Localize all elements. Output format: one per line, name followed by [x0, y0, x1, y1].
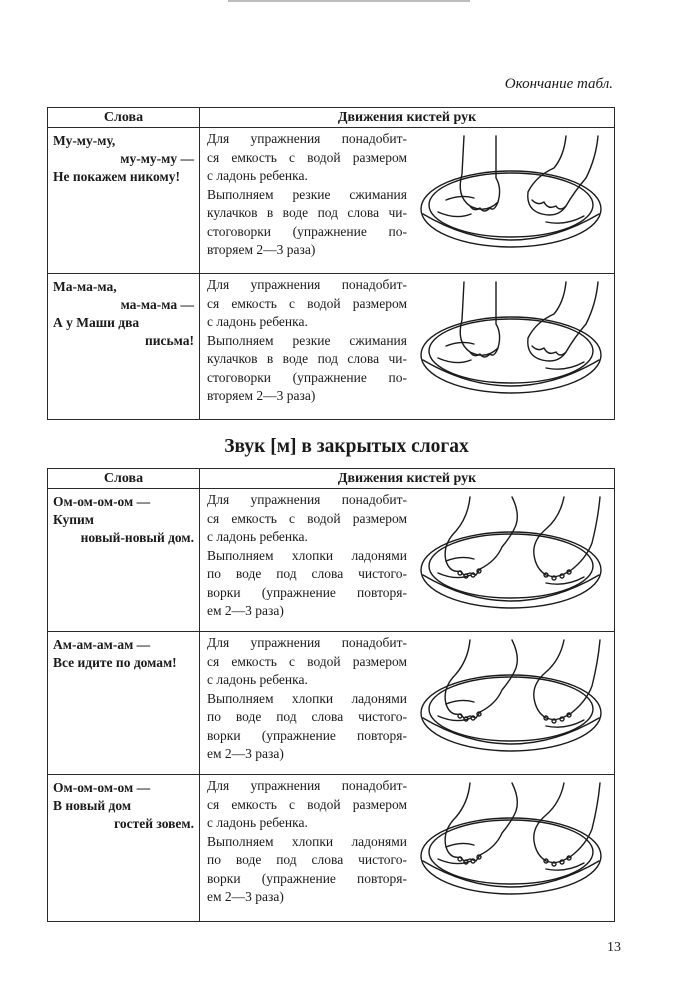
instruction-line: вторяем 2—3 раза)	[207, 388, 316, 403]
movement-cell	[200, 775, 615, 922]
table-row	[48, 274, 615, 420]
table-continuation-label: Окончание табл.	[504, 76, 613, 92]
instruction-line: Выполняем резкие сжимания	[207, 186, 407, 202]
table-row	[48, 632, 615, 775]
words-cell	[48, 775, 200, 922]
verse-line: Ом-ом-ом-ом —	[53, 780, 151, 795]
verse-line: новый-новый дом.	[80, 530, 194, 545]
movement-instructions	[207, 276, 407, 406]
words-cell	[48, 489, 200, 632]
instruction-line: ем 2—3 раза)	[207, 603, 284, 618]
instruction-line: ем 2—3 раза)	[207, 746, 284, 761]
instruction-line: по воде под слова чистого-	[207, 709, 407, 724]
verse-line: Ом-ом-ом-ом —	[53, 494, 151, 509]
header-movements: Движения кистей рук	[200, 469, 615, 489]
instruction-line: ся емкость с водой размером	[207, 796, 407, 812]
verse-line: Ма-ма-ма,	[53, 279, 117, 294]
instruction-line: ворки (упражнение повторя-	[207, 584, 407, 600]
instruction-line: Для упражнения понадобит-	[207, 277, 407, 292]
header-movements: Движения кистей рук	[200, 108, 615, 128]
words-cell	[48, 128, 200, 274]
instruction-line: кулачков в воде под слова чи-	[207, 205, 407, 220]
instruction-line: с ладонь ребенка.	[207, 815, 308, 830]
instruction-line: ся емкость с водой размером	[207, 653, 407, 669]
verse-line: Все идите по домам!	[53, 655, 177, 670]
palms-on-water-illustration	[416, 638, 606, 760]
words-cell	[48, 274, 200, 420]
instruction-line: Выполняем хлопки ладонями	[207, 690, 407, 706]
words-cell	[48, 632, 200, 775]
instruction-line: Для упражнения понадобит-	[207, 635, 407, 650]
fists-in-bowl-illustration	[416, 134, 606, 256]
verse-line: Не покажем никому!	[53, 169, 180, 184]
verse-line: Ам-ам-ам-ам —	[53, 637, 151, 652]
instruction-line: Для упражнения понадобит-	[207, 778, 407, 793]
movement-instructions	[207, 634, 407, 764]
instruction-line: ем 2—3 раза)	[207, 889, 284, 904]
instruction-line: ся емкость с водой размером	[207, 149, 407, 165]
table-row	[48, 775, 615, 922]
instruction-line: ворки (упражнение повторя-	[207, 870, 407, 886]
movement-instructions	[207, 777, 407, 907]
movement-cell	[200, 489, 615, 632]
verse-line: А у Маши два	[53, 315, 140, 330]
verse-line: му-му-му —	[120, 151, 194, 166]
instruction-line: ся емкость с водой размером	[207, 510, 407, 526]
instruction-line: Выполняем хлопки ладонями	[207, 547, 407, 563]
top-rule	[228, 0, 470, 2]
verse-line: ма-ма-ма —	[120, 297, 194, 312]
instruction-line: ся емкость с водой размером	[207, 295, 407, 311]
instruction-line: по воде под слова чистого-	[207, 852, 407, 867]
instruction-line: Для упражнения понадобит-	[207, 131, 407, 146]
exercise-table-closed-syllables	[47, 468, 615, 922]
instruction-line: ворки (упражнение повторя-	[207, 727, 407, 743]
instruction-line: стоговорки (упражнение по-	[207, 369, 407, 385]
instruction-line: с ладонь ребенка.	[207, 672, 308, 687]
table-row	[48, 128, 615, 274]
verse-line: Купим	[53, 512, 94, 527]
header-words: Слова	[48, 469, 200, 489]
verse-line: В новый дом	[53, 798, 132, 813]
movement-instructions	[207, 491, 407, 621]
verse-line: Му-му-му,	[53, 133, 116, 148]
header-words: Слова	[48, 108, 200, 128]
movement-cell	[200, 632, 615, 775]
instruction-line: Выполняем резкие сжимания	[207, 332, 407, 348]
instruction-line: Для упражнения понадобит-	[207, 492, 407, 507]
movement-cell	[200, 274, 615, 420]
palms-on-water-illustration	[416, 495, 606, 617]
instruction-line: с ладонь ребенка.	[207, 168, 308, 183]
movement-cell	[200, 128, 615, 274]
instruction-line: с ладонь ребенка.	[207, 314, 308, 329]
section-title: Звук [м] в закрытых слогах	[224, 436, 469, 457]
verse-line: письма!	[144, 333, 194, 348]
instruction-line: вторяем 2—3 раза)	[207, 242, 316, 257]
verse-line: гостей зовем.	[114, 816, 194, 831]
movement-instructions	[207, 130, 407, 260]
instruction-line: стоговорки (упражнение по-	[207, 223, 407, 239]
table-row	[48, 489, 615, 632]
instruction-line: с ладонь ребенка.	[207, 529, 308, 544]
exercise-table-open-syllables	[47, 107, 615, 420]
instruction-line: по воде под слова чистого-	[207, 566, 407, 581]
palms-on-water-illustration	[416, 781, 606, 903]
instruction-line: кулачков в воде под слова чи-	[207, 351, 407, 366]
page-number: 13	[607, 940, 621, 955]
fists-in-bowl-illustration	[416, 280, 606, 402]
instruction-line: Выполняем хлопки ладонями	[207, 833, 407, 849]
